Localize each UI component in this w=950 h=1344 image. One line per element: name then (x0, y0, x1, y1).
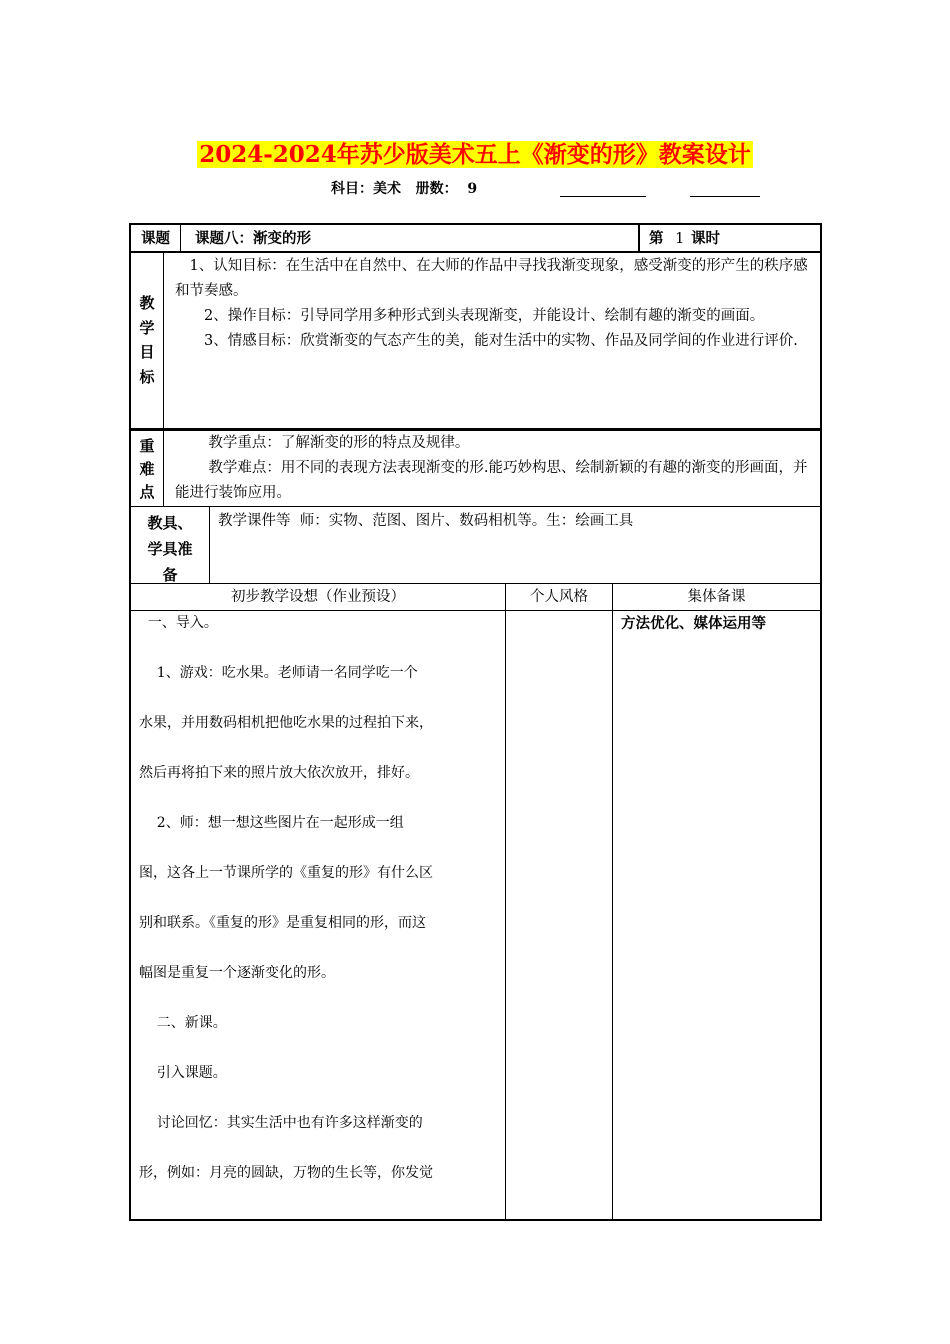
goal-item: 2、操作目标：引导同学用多种形式到头表现渐变，并能设计、绘制有趣的渐变的画面。 (204, 308, 765, 324)
keypoints-label-char: 重 (139, 437, 155, 455)
lesson-line: 2、师：想一想这些图片在一起形成一组 (139, 815, 404, 831)
style-column-header: 个人风格 (530, 589, 588, 605)
lesson-content (139, 598, 501, 1198)
period-number (669, 227, 691, 252)
goals-label-char: 学 (139, 318, 155, 337)
lesson-line: 引入课题。 (139, 1065, 227, 1081)
lesson-line: 幅图是重复一个逐渐变化的形。 (139, 965, 335, 981)
lesson-line: 1、游戏：吃水果。老师请一名同学吃一个 (139, 665, 418, 681)
col-divider (612, 583, 613, 1219)
topic-value: 课题八：渐变的形 (195, 231, 311, 247)
group-note: 方法优化、媒体运用等 (621, 616, 766, 632)
topic-label: 课题 (141, 231, 170, 247)
period-number-text: 1 (675, 231, 685, 247)
goal-item: 1、认知目标：在生活中在自然中、在大师的作品中寻找我渐变现象，感受渐变的形产生的秩序感和节奏感。 (175, 258, 808, 299)
materials-text: 教学课件等 师：实物、范图、图片、数码相机等。生：绘画工具 (218, 513, 634, 529)
lesson-line: 一、导入。 (139, 615, 218, 631)
keypoints-label (131, 435, 163, 504)
lesson-line: 讨论回忆：其实生活中也有许多这样渐变的 (139, 1115, 423, 1131)
col-divider (505, 583, 506, 1219)
keypoint-item: 教学难点：用不同的表现方法表现渐变的形.能巧妙构思、绘制新颖的有趣的渐变的形画面，并能进行装饰应用。 (175, 460, 808, 501)
title-text: 2024-2024年苏少版美术五上《渐变的形》教案设计 (199, 141, 751, 168)
lesson-line: 然后再将拍下来的照片放大依次放开，排好。 (139, 765, 419, 781)
group-column-header: 集体备课 (687, 589, 746, 605)
col-divider (180, 225, 181, 252)
goals-label-char: 目 (139, 343, 155, 361)
plan-column-header: 初步教学设想（作业预设） (231, 589, 405, 605)
materials-label (133, 510, 207, 588)
materials-label-line: 学具准 (147, 540, 193, 558)
goals-label-char: 标 (139, 367, 155, 386)
keypoints-label-char: 难 (139, 460, 155, 478)
period-field (649, 227, 742, 252)
blank-underline (690, 196, 760, 197)
period-prefix: 第 (649, 231, 664, 247)
lesson-plan-table (129, 223, 822, 1221)
materials-label-line: 备 (162, 566, 178, 584)
lesson-line: 图，这各上一节课所学的《重复的形》有什么区 (139, 865, 433, 881)
subject-volume-text: 科目：美术 册数： 9 (331, 181, 478, 197)
col-divider (638, 225, 640, 252)
lesson-line: 水果，并用数码相机把他吃水果的过程拍下来， (139, 715, 433, 731)
col-divider (209, 506, 210, 584)
col-divider (163, 252, 164, 506)
materials-label-line: 教具、 (147, 514, 193, 532)
lesson-line: 形，例如：月亮的圆缺，万物的生长等，你发觉 (139, 1165, 433, 1181)
keypoint-item: 教学重点：了解渐变的形的特点及规律。 (208, 435, 470, 451)
goals-label (131, 291, 163, 389)
goals-content (175, 254, 808, 354)
document-title (0, 136, 950, 169)
row-divider (131, 506, 820, 507)
period-suffix: 课时 (691, 227, 742, 252)
keypoints-content (175, 431, 815, 506)
lesson-line: 别和联系。《重复的形》是重复相同的形，而这 (139, 915, 426, 931)
goal-item: 3、情感目标：欣赏渐变的气态产生的美，能对生活中的实物、作品及同学间的作业进行评价. (204, 333, 798, 349)
blank-underline (560, 196, 646, 197)
goals-label-char: 教 (139, 294, 155, 312)
row-divider (131, 583, 820, 584)
lesson-line: 二、新课。 (139, 1015, 227, 1031)
keypoints-label-char: 点 (139, 483, 155, 501)
subject-line (0, 176, 950, 200)
